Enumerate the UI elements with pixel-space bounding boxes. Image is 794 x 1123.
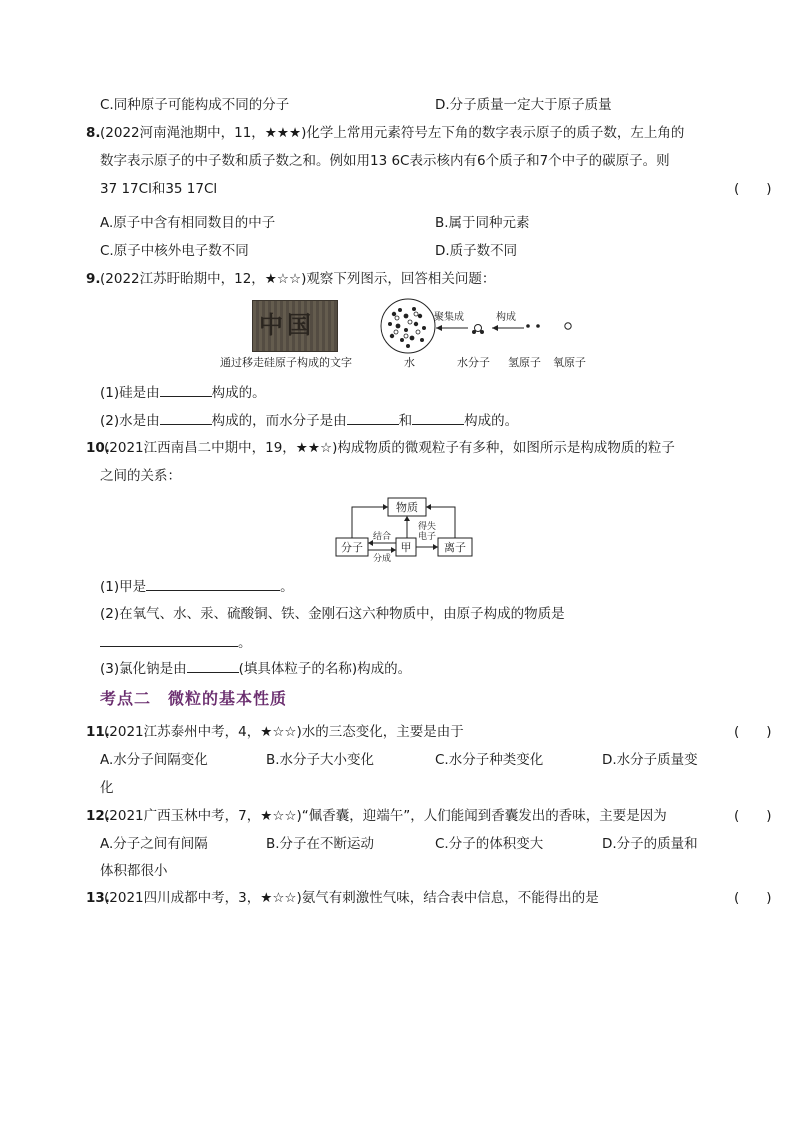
q8-number: 8. (86, 125, 101, 141)
q12-option-b[interactable]: B.分子在不断运动 (266, 836, 375, 852)
q10-sub3-pre: (3)氯化钠是由 (100, 661, 187, 677)
q9-sub2-mid2: 和 (398, 413, 413, 429)
q10-number: 10. (86, 440, 110, 456)
caption-oxygen: 氧原子 (553, 356, 586, 369)
q13-answer-paren[interactable]: ( ) (734, 890, 772, 906)
q12-option-d[interactable]: D.分子的质量和 (602, 836, 698, 852)
q10-blank-2[interactable] (100, 632, 238, 647)
label-gather: 聚集成 (434, 312, 464, 323)
q8-stem-line1: (2022河南渑池期中，11，★★★)化学上常用元素符号左下角的数字表示原子的质子数，左上角的 (100, 125, 685, 141)
label-gain-loss-2: 电子 (417, 532, 437, 542)
q11-option-d[interactable]: D.水分子质量变 (602, 752, 698, 768)
q9-blank-2[interactable] (160, 410, 212, 425)
q8-stem-line3: 37 17Cl和35 17Cl (100, 181, 218, 197)
q9-sub1-post: 构成的。 (211, 385, 266, 401)
label-gain-loss-1: 得失 (417, 522, 437, 532)
q13-stem: (2021四川成都中考，3，★☆☆)氨气有刺激性气味，结合表中信息，不能得出的是 (104, 890, 599, 906)
q10-sub2-answer (100, 632, 252, 653)
q12-answer-paren[interactable]: ( ) (734, 808, 772, 824)
q8-answer-paren[interactable]: ( ) (734, 181, 772, 197)
box-jia-label: 甲 (400, 541, 412, 554)
q12-number: 12. (86, 808, 110, 824)
q8-option-a[interactable]: A.原子中含有相同数目的中子 (100, 215, 276, 231)
q12-option-a[interactable]: A.分子之间有间隔 (100, 836, 208, 852)
q10-blank-3[interactable] (187, 658, 239, 673)
q10-sub2: (2)在氧气、水、汞、硫酸铜、铁、金刚石这六种物质中，由原子构成的物质是 (100, 606, 565, 622)
q9-blank-4[interactable] (412, 410, 464, 425)
q9-sub1-pre: (1)硅是由 (100, 385, 160, 401)
q11-stem: (2021江苏泰州中考，4，★☆☆)水的三态变化，主要是由于 (104, 724, 464, 740)
q11-option-d-wrap: 化 (100, 780, 114, 796)
box-substance-label: 物质 (396, 501, 418, 514)
q12-option-d-wrap: 体积都很小 (100, 863, 168, 879)
q9-sub2-pre: (2)水是由 (100, 413, 160, 429)
silicon-atom-photo (252, 300, 338, 352)
option-d-prev: D.分子质量一定大于原子质量 (435, 97, 612, 113)
q8-option-c[interactable]: C.原子中核外电子数不同 (100, 243, 249, 259)
q9-sub1 (100, 382, 266, 403)
q9-sub2-mid1: 构成的，而水分子是由 (211, 413, 347, 429)
label-decompose: 分成 (372, 554, 392, 562)
q9-stem: (2022江苏盱眙期中，12，★☆☆)观察下列图示，回答相关问题： (100, 271, 496, 287)
q10-stem-line1: (2021江西南昌二中期中，19，★★☆)构成物质的微观粒子有多种，如图所示是构成物质的粒子 (104, 440, 675, 456)
q10-blank-1[interactable] (146, 576, 280, 591)
box-ion-label: 离子 (444, 541, 466, 554)
q11-option-c[interactable]: C.水分子种类变化 (435, 752, 544, 768)
box-molecule-label: 分子 (341, 541, 363, 554)
label-combine: 结合 (372, 532, 392, 542)
q12-stem: (2021广西玉林中考，7，★☆☆)“佩香囊，迎端午”，人们能闻到香囊发出的香味，主要是因为 (104, 808, 667, 824)
q11-option-b[interactable]: B.水分子大小变化 (266, 752, 375, 768)
q12-option-c[interactable]: C.分子的体积变大 (435, 836, 544, 852)
q11-option-a[interactable]: A.水分子间隔变化 (100, 752, 208, 768)
label-compose: 构成 (496, 312, 516, 323)
section-title-2: 考点二 微粒的基本性质 (100, 689, 288, 708)
q10-sub3-post: (填具体粒子的名称)构成的。 (238, 661, 412, 677)
hydrogen-atom-icon (526, 324, 530, 328)
q10-sub3 (100, 658, 411, 679)
q9-blank-3[interactable] (347, 410, 399, 425)
q8-stem-line2: 数字表示原子的中子数和质子数之和。例如用13 6C表示核内有6个质子和7个中子的碳原子。则 (100, 153, 670, 169)
q10-sub2-post: 。 (238, 635, 252, 651)
carved-text: 中国 (259, 310, 315, 339)
q10-sub1 (100, 576, 294, 597)
caption-water-molecule: 水分子 (457, 356, 490, 369)
q11-number: 11. (86, 724, 110, 740)
q10-stem-line2: 之间的关系： (100, 468, 181, 484)
particle-relation-diagram (334, 494, 484, 562)
q9-blank-1[interactable] (160, 382, 212, 397)
q10-sub1-pre: (1)甲是 (100, 579, 147, 595)
caption-silicon: 通过移走硅原子构成的文字 (220, 356, 352, 369)
q8-option-d[interactable]: D.质子数不同 (435, 243, 518, 259)
oxygen-atom-icon (565, 323, 571, 329)
q9-sub2 (100, 410, 518, 431)
water-structure-figure (376, 296, 586, 356)
water-molecule-icon (475, 325, 482, 332)
q9-number: 9. (86, 271, 101, 287)
q8-option-b[interactable]: B.属于同种元素 (435, 215, 530, 231)
q13-number: 13. (86, 890, 110, 906)
q11-answer-paren[interactable]: ( ) (734, 724, 772, 740)
caption-water: 水 (404, 356, 415, 369)
q9-sub2-post: 构成的。 (464, 413, 519, 429)
q10-sub1-post: 。 (280, 579, 294, 595)
option-c-prev: C.同种原子可能构成不同的分子 (100, 97, 290, 113)
caption-hydrogen: 氢原子 (508, 356, 541, 369)
